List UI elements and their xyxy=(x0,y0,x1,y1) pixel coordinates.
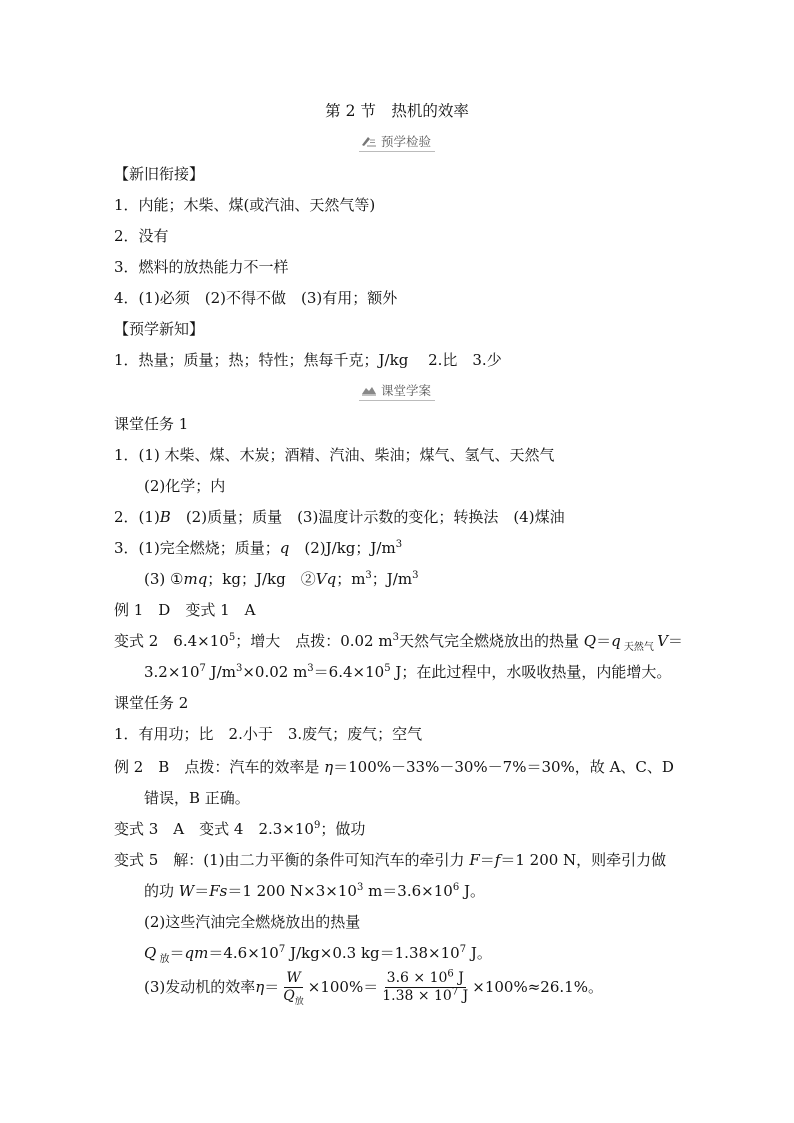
answer-line: 1．热量；质量；热；特性；焦每千克；J/kg 2.比 3.少 xyxy=(114,351,502,369)
answer-line: 2．没有 xyxy=(114,227,169,245)
answer-line: Q $_放=qm=4.6\times 10^7$ J/kg×0.3 $kg=1.38\times 10^7$ J。 xyxy=(144,944,492,965)
answer-line: 1．内能；木柴、煤(或汽油、天然气等) xyxy=(114,196,376,214)
answer-line: 例 1 D 变式 1 A xyxy=(114,601,256,619)
answer-line: 1．有用功；比 2.小于 3.废气；废气；空气 xyxy=(114,725,423,743)
task-heading: 课堂任务 2 xyxy=(114,694,189,712)
pencil-book-icon xyxy=(361,135,377,147)
section-banner-class-plan xyxy=(0,381,794,401)
banner-label: 课堂学案 xyxy=(380,383,431,398)
answer-line: (2)这些汽油完全燃烧放出的热量 xyxy=(144,913,361,931)
answer-line: 2．(1)B (2)质量；质量 (3)温度计示数的变化；转换法 (4)煤油 xyxy=(114,508,565,526)
efficiency-formula: (3)发动机的效率 η ＝ $\frac{W}{Q_放}$ ×100%＝ $\frac{3.6 \times 10^6 J}{1.38 \times 10^7 J}$ ×100%≈26.1%。 xyxy=(144,967,603,1007)
answer-line: 3．(1)完全燃烧；质量；q (2)J/kg；$J/m^3$ xyxy=(114,539,403,557)
task-heading: 课堂任务 1 xyxy=(114,415,189,433)
banner-label: 预学检验 xyxy=(380,134,431,149)
answer-line: $3.2\times 10^7$ $J/m^3\times 0.02$ $m^3=6.4\times 10^5$ J；在此过程中，水吸收热量，内能增大。 xyxy=(144,663,672,681)
fraction-w-over-q: $\frac{W}{Q_放}$ xyxy=(283,969,304,1007)
fraction-numeric: $\frac{3.6 \times 10^6 J}{1.38 \times 10^7 J}$ xyxy=(382,967,469,1004)
answer-line: 的功 W＝Fs＝1 200 $N\times 3\times 10^3$ $m=3.6\times 10^6$ J。 xyxy=(144,882,485,900)
answer-line: 变式 5 解：(1)由二力平衡的条件可知汽车的牵引力 F＝f＝1 200 N，则牵引力做 xyxy=(114,851,667,869)
answer-line: 错误，B 正确。 xyxy=(144,789,250,807)
answer-line: 4．(1)必须 (2)不得不做 (3)有用；额外 xyxy=(114,289,398,307)
answer-line: (2)化学；内 xyxy=(144,477,226,495)
classroom-icon xyxy=(361,384,377,396)
page-title: 第 2 节 热机的效率 xyxy=(325,102,469,120)
section-heading-preview: 【预学新知】 xyxy=(114,320,205,338)
answer-line: 变式 2 $6.4\times 10^5$；增大 点拨：0.02 $m^3$天然气完全燃烧放出的热量 Q＝q $_{天然气}$ V＝ xyxy=(114,632,683,653)
answer-line: 变式 3 A 变式 4 $2.3\times 10^9$；做功 xyxy=(114,820,366,838)
answer-line: (3) ①mq；kg；J/kg ②Vq；$m^3$；$J/m^3$ xyxy=(144,570,419,588)
answer-line: 3．燃料的放热能力不一样 xyxy=(114,258,289,276)
answer-line: 例 2 B 点拨：汽车的效率是 η＝100%－33%－30%－7%＝30%，故 A、C、D xyxy=(114,758,674,776)
section-banner-preview-check xyxy=(0,132,794,152)
section-heading-new-old: 【新旧衔接】 xyxy=(114,165,205,183)
answer-line: 1．(1) 木柴、煤、木炭；酒精、汽油、柴油；煤气、氢气、天然气 xyxy=(114,446,555,464)
